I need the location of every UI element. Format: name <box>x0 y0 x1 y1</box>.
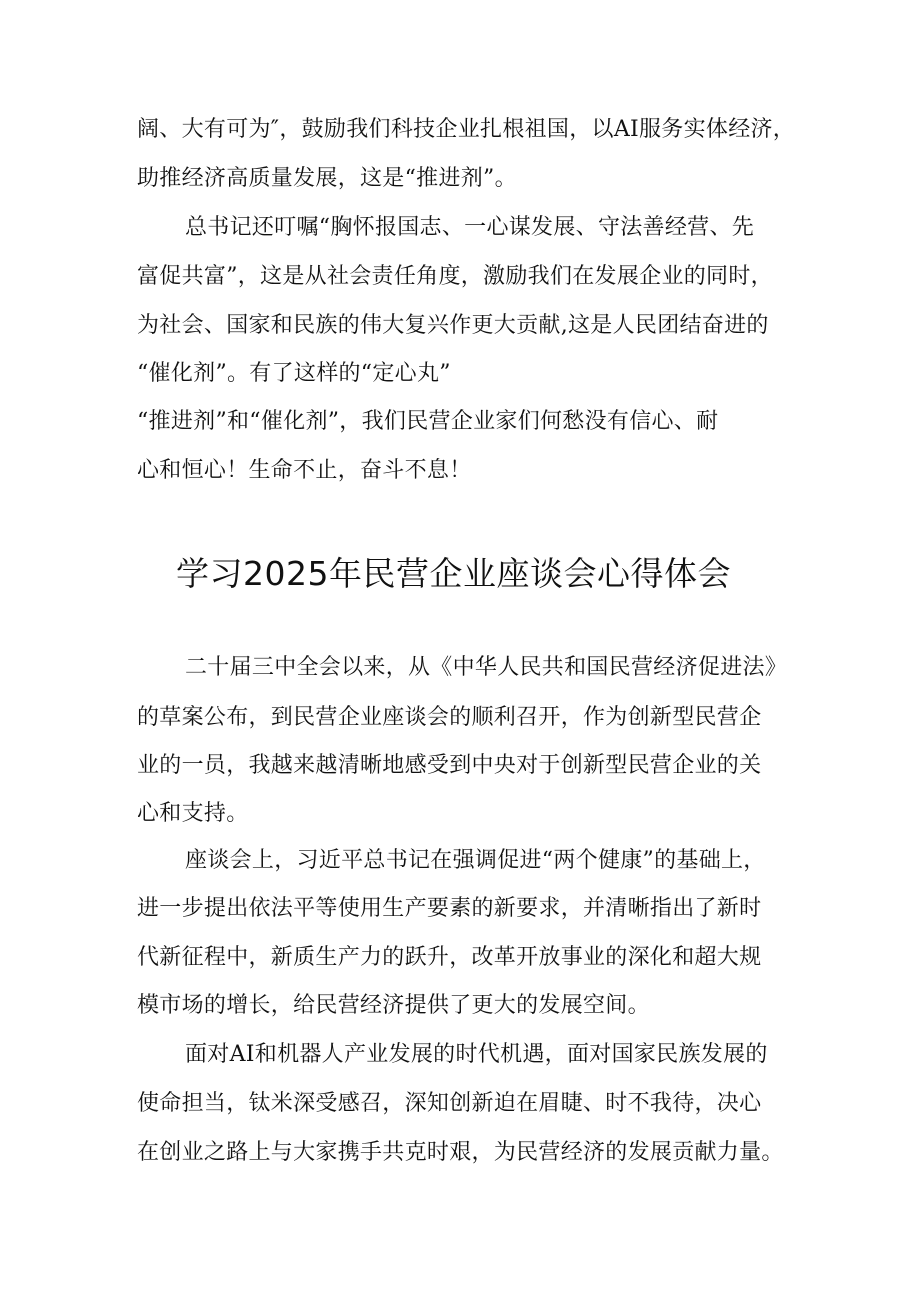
paragraph-line: 心和恒心！生命不止，奋斗不息！ <box>137 458 472 483</box>
paragraph-line: 使命担当，钛米深受感召，深知创新迫在眉睫、时不我待，决心 <box>137 1091 762 1116</box>
paragraph-line: 模市场的增长，给民营经济提供了更大的发展空间。 <box>137 993 650 1018</box>
paragraph-line: 在创业之路上与大家携手共克时艰，为民营经济的发展贡献力量。 <box>137 1140 784 1165</box>
article-title: 学习2025年民营企业座谈会心得体会 <box>176 554 731 593</box>
paragraph-line: 二十届三中全会以来，从《中华人民共和国民营经济促进法》 <box>185 655 788 680</box>
paragraph-line: 业的一员，我越来越清晰地感受到中央对于创新型民营企业的关 <box>137 753 762 778</box>
paragraph-line: 座谈会上，习近平总书记在强调促进“两个健康”的基础上， <box>185 848 766 873</box>
paragraph-line: 心和支持。 <box>137 801 249 826</box>
paragraph-line: 阔、大有可为″，鼓励我们科技企业扎根祖国，以AI服务实体经济， <box>137 117 796 142</box>
paragraph-line: 代新征程中，新质生产力的跃升，改革开放事业的深化和超大规 <box>137 945 762 970</box>
paragraph-line: 为社会、国家和民族的伟大复兴作更大贡献,这是人民团结奋进的 <box>137 313 769 338</box>
paragraph-line: 总书记还叮嘱“胸怀报国志、一心谋发展、守法善经营、先 <box>185 215 755 240</box>
paragraph-line: 的草案公布，到民营企业座谈会的顺利召开，作为创新型民营企 <box>137 705 762 730</box>
paragraph-line: 富促共富”，这是从社会责任角度，激励我们在发展企业的同时， <box>137 264 773 289</box>
paragraph-line: “催化剂”。有了这样的“定心丸” <box>137 361 451 386</box>
paragraph-line: 进一步提出依法平等使用生产要素的新要求，并清晰指出了新时 <box>137 896 762 921</box>
paragraph-line: 助推经济高质量发展，这是“推进剂”。 <box>137 166 517 191</box>
paragraph-line: 面对AI和机器人产业发展的时代机遇，面对国家民族发展的 <box>185 1042 768 1067</box>
paragraph-line: “推进剂”和“催化剂”，我们民营企业家们何愁没有信心、耐 <box>137 409 719 434</box>
